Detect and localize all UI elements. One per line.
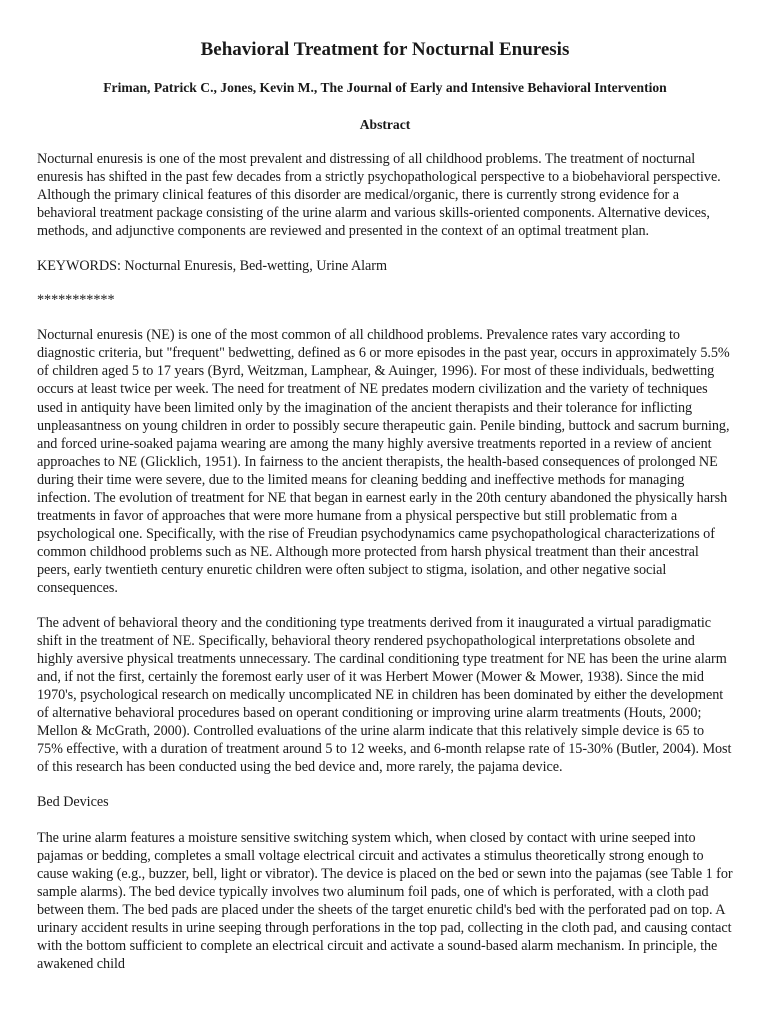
document-title: Behavioral Treatment for Nocturnal Enuresis [200,39,570,60]
abstract-text: Nocturnal enuresis is one of the most prevalent and distressing of all childhood problems. The treatment of nocturnal enuresis has shifted in the past few decades from a strictly psychopathological perspective to a biobehavioral perspective. Although the primary clinical features of this disorder are medical/organic, there is currently strong evidence for a behavioral treatment package consisting of the urine alarm and various skills-oriented components. Alternative devices, methods, and adjunctive components are reviewed and presented in the context of an optimal treatment plan. [37,151,721,240]
author-line: Friman, Patrick C., Jones, Kevin M., The Journal of Early and Intensive Behavioral Intervention [103,80,667,95]
body-paragraph-3: The urine alarm features a moisture sensitive switching system which, when closed by contact with urine seeped into pajamas or bedding, completes a small voltage electrical circuit and activates a stimulus theoretically strong enough to cause waking (e.g., buzzer, bell, light or vibrator). The device is placed on the bed or sewn into the pajamas (see Table 1 for sample alarms). The bed device typically involves two aluminum foil pads, one of which is perforated, with a cloth pad between them. The bed pads are placed under the sheets of the target enuretic child's bed with the perforated pad on top. A urinary accident results in urine seeping through perforations in the top pad, collecting in the cloth pad, and causing contact with the bottom sufficient to complete an electrical circuit and activate a sound-based alarm mechanism. In principle, the awakened child [37,829,733,972]
body-paragraph-2: The advent of behavioral theory and the conditioning type treatments derived from it inaugurated a virtual paradigmatic shift in the treatment of NE. Specifically, behavioral theory rendered psychopathological interpretations obsolete and highly aversive physical treatments unnecessary. The cardinal conditioning type treatment for NE has been the urine alarm and, if not the first, certainly the foremost early user of it was Herbert Mower (Mower & Mower, 1938). Since the mid 1970's, psychological research on medically uncomplicated NE in children has been dominated by either the development of alternative behavioral procedures based on operant conditioning or improving urine alarm treatments (Houts, 2000; Mellon & McGrath, 2000). Controlled evaluations of the urine alarm indicate that this relatively simple device is 65 to 75% effective, with a duration of treatment around 5 to 12 weeks, and 6-month relapse rate of 15-30% (Butler, 2004). Most of this research has been conducted using the bed device and, more rarely, the pajama device. [37,615,732,776]
body-paragraph-1: Nocturnal enuresis (NE) is one of the most common of all childhood problems. Prevalence rates vary according to diagnostic criteria, but "frequent" bedwetting, defined as 6 or more episodes in the past year, occurs in approximately 5.5% of children aged 5 to 17 years (Byrd, Weitzman, Lamphear, & Auinger, 1996). For most of these individuals, bedwetting occurs at least twice per week. The need for treatment of NE predates modern civilization and the variety of techniques used in antiquity have been limited only by the imagination of the ancient therapists and their tolerance for inflicting unpleasantness on young children in order to possibly secure therapeutic gain. Penile binding, buttock and sacrum burning, and forced urine-soaked pajama wearing are among the many highly aversive treatments reported in a review of ancient approaches to NE (Glicklich, 1951). In fairness to the ancient therapists, the health-based consequences of prolonged NE during their time were severe, due to the limited means for cleaning bedding and ineffective methods for managing infection. The evolution of treatment for NE that began in earnest early in the 20th century abandoned the physically harsh treatments in favor of approaches that were more humane from a physical perspective but still problematic from a psychological one. Specifically, with the rise of Freudian psychodynamics came psychopathological characterizations of common childhood problems such as NE. Although more protected from harsh physical treatment than their ancestral peers, early twentieth century enuretic children were often subject to stigma, isolation, and other negative social consequences. [37,327,730,596]
abstract-heading: Abstract [359,117,411,132]
section-heading-bed-devices: Bed Devices [37,794,109,811]
keywords-line: KEYWORDS: Nocturnal Enuresis, Bed-wetting, Urine Alarm [37,258,387,275]
section-separator: *********** [37,292,115,309]
document-page [37,0,733,973]
